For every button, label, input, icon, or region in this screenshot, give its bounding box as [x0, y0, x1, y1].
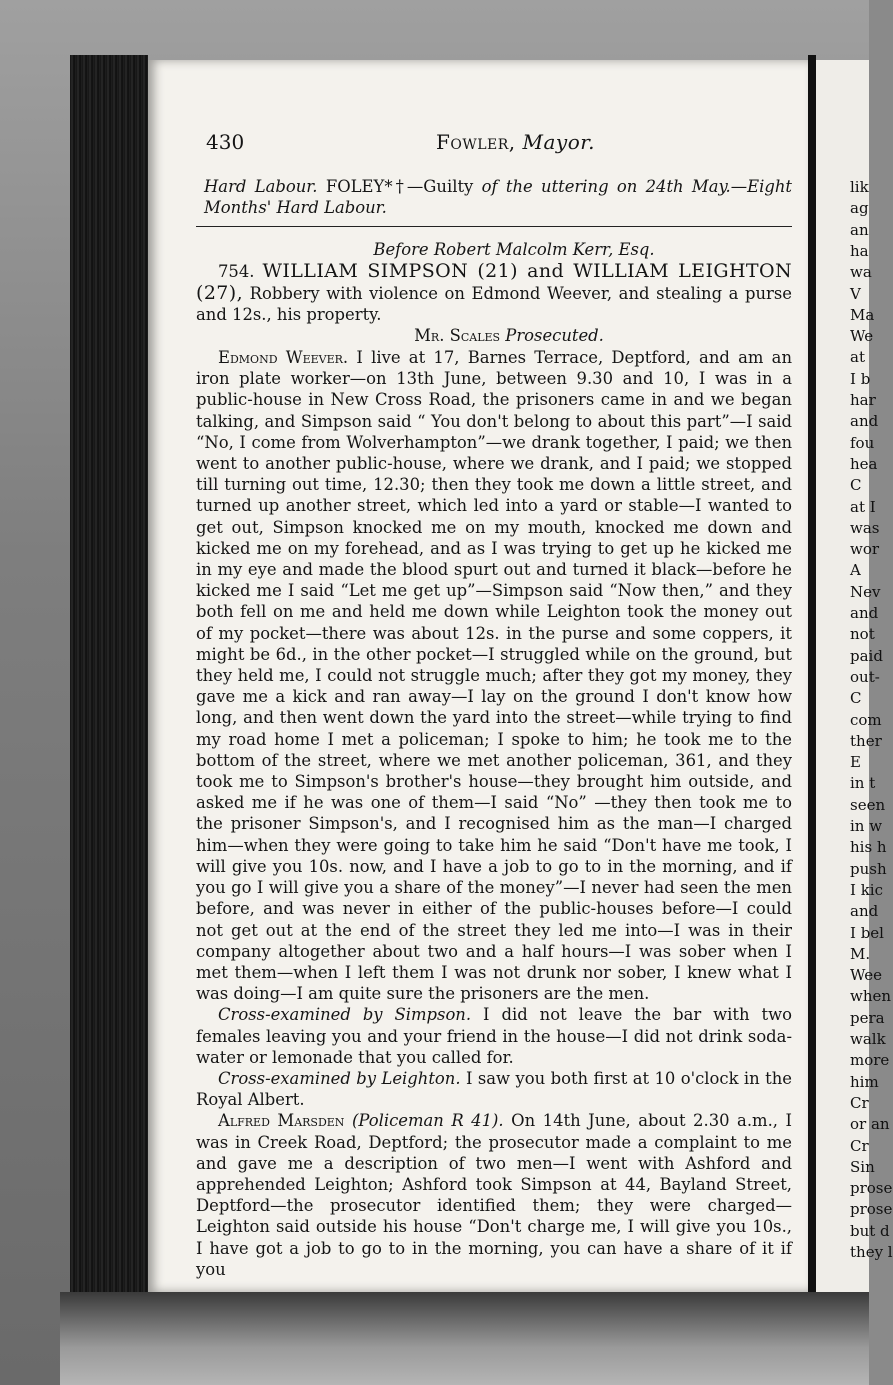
next-page-fragment: Cr — [850, 1136, 869, 1155]
next-page-fragment: Nev — [850, 582, 881, 601]
next-page-fragment: in w — [850, 817, 883, 835]
next-page-fragment: push — [850, 859, 887, 878]
running-head-name: Fowler, — [436, 130, 516, 154]
next-page-fragment: hea — [850, 454, 878, 473]
next-page-fragment: Sin — [850, 1157, 875, 1176]
next-page-fragment: out- — [850, 667, 880, 686]
next-page-fragment: but d — [850, 1221, 890, 1240]
running-head — [436, 130, 595, 154]
next-page-fragment: and — [850, 604, 879, 622]
running-head-title: Mayor. — [522, 130, 595, 154]
next-page-fragment: lik — [850, 178, 869, 196]
previous-case-part1: Hard Labour. — [204, 177, 318, 196]
next-page-fragment: M. — [850, 944, 871, 963]
next-page-fragment: Wee — [850, 966, 882, 985]
cross-exam-label: Cross-examined by Leighton. — [218, 1068, 461, 1088]
page-number: 430 — [206, 130, 245, 154]
next-page-fragment: fou — [850, 433, 875, 452]
next-page-fragment: pera — [850, 1008, 885, 1027]
next-page-fragment: We — [850, 327, 874, 346]
case-heading — [196, 261, 792, 325]
cross-examination-simpson — [196, 1004, 792, 1068]
next-page-fragment: prose — [850, 1200, 893, 1219]
next-page-fragment: C — [850, 689, 862, 708]
next-page-fragment: seen — [850, 795, 886, 814]
next-page-fragment: or an — [850, 1115, 890, 1134]
cross-exam-text: I did not leave the bar with two females leaving you and your friend in the house—I did not drink soda-water or lemonade that you called for. — [196, 1005, 792, 1067]
previous-case-name: FOLEY*†—Guilty — [325, 177, 474, 196]
next-page-fragment: I kic — [850, 880, 883, 899]
next-page-fragment: and — [850, 412, 879, 431]
witness-role: (Policeman R 41). — [351, 1111, 504, 1131]
case-charge: Robbery with violence on Edmond Weever, and stealing a purse and 12s., his property. — [196, 283, 792, 324]
next-page-fragment: I bel — [850, 923, 884, 942]
cross-exam-label: Cross-examined by Simpson. — [218, 1005, 472, 1025]
next-page-fragment: more — [850, 1051, 890, 1070]
next-page-fragment: C — [850, 476, 862, 495]
next-page-edge — [816, 60, 893, 1295]
cross-exam-text: I saw you both first at 10 o'clock in the Royal Albert. — [196, 1068, 792, 1110]
next-page-fragment: ha — [850, 241, 869, 260]
witness-testimony: I live at 17, Barnes Terrace, Deptford, and am an iron plate worker—on 13th June, between 9.30 and 10, I was in a public-house in New Cross Road, the prisoners came in and we began talking, and Simpson said “ You don't belong to about this part”—I said “No, I come from Wolverhampton”—we drank together, I paid; we then went to another public-house, where we drank, and I paid; we stopped till turning out time, 12.30; then they took me down a little street, and turned up another street, which led into a yard or stable—I wanted to get out, Simpson knocked me on my mouth, knocked me down and kicked me on my forehead, and as I was trying to get up he kicked me in my eye and made the blood spurt out and turned it black—before he kicked me I said “Let me get up”—Simpson said “Now then,” and they both fell on me and held me down while Leighton took the money out of my pocket—there was about 12s. in the purse and some coppers, it might be 6d., in the other pocket—I struggled while on the ground, but they held me, I could not struggle much; after they got my money, they gave me a kick and ran away—I lay on the ground I don't know how long, and then went down the yard into the street—while trying to find my road home I met a policeman; I spoke to him; he took me to the bottom of the street, where we met another policeman, 361, and they took me to Simpson's brother's house—they brought him outside, and asked me if he was one of them—I said “No” —they then took me to the prisoner Simpson's, and I recognised him as the man—I charged him—when they were going to take him he said “Don't have me took, I will give you 10s. now, and I have a job to go to in the morning, and if you go I will give you a share of the money”—I never had seen the men before, and was never in either of the public-houses before—I could not get out at the end of the street they led me into—I was in their company altogether about two and a half hours—I was sober when I met them—when I left them I was not drunk nor sober, I knew what I was doing—I am quite sure the prisoners are the men. — [196, 348, 792, 1004]
book-binding — [70, 55, 148, 1305]
left-page — [148, 60, 808, 1292]
next-page-fragment: A — [850, 561, 861, 580]
cross-examination-leighton — [196, 1068, 792, 1110]
next-page-fragment: and — [850, 902, 879, 921]
testimony-edmond-weever — [196, 347, 792, 1004]
next-page-fragment: wa — [850, 263, 872, 282]
case-defendants: WILLIAM SIMPSON (21) and WILLIAM LEIGHTON (27), — [196, 260, 792, 304]
page-header — [196, 130, 792, 164]
previous-case-part2: of the uttering on 24th May.—Eight Months' Hard Labour. — [204, 177, 792, 218]
next-page-fragment: not — [850, 625, 875, 644]
next-page-fragment: walk — [850, 1030, 886, 1048]
witness-testimony: On 14th June, about 2.30 a.m., I was in Creek Road, Deptford; the prosecutor made a complaint to me and gave me a description of two men—I went with Ashford and apprehended Leighton; Ashford took Simpson at 44, Bayland Street, Deptford—the prosecutor identified them; they were charged—Leighton said outside his house “Don't charge me, I will give you 10s., I have got a job to go to in the morning, you can have a share of it if you — [196, 1111, 792, 1279]
next-page-fragment: in t — [850, 774, 876, 793]
next-page-fragment: at I — [850, 497, 876, 516]
next-page-fragment: E — [850, 753, 861, 772]
page-content — [196, 130, 792, 1280]
next-page-fragment: prose — [850, 1179, 893, 1198]
next-page-fragment: when — [850, 987, 892, 1006]
next-page-fragment: at — [850, 348, 865, 367]
next-page-fragment: I b — [850, 369, 871, 388]
next-page-fragment: V — [850, 284, 861, 303]
next-page-fragment: ag — [850, 199, 869, 218]
next-page-fragment: they l — [850, 1243, 893, 1261]
next-page-fragment: Ma — [850, 305, 875, 324]
next-page-fragment: was — [850, 518, 880, 537]
prosecutor-role: Prosecuted. — [505, 326, 604, 346]
next-page-fragment: wor — [850, 540, 880, 559]
next-page-fragment: har — [850, 391, 876, 409]
scan-bottom-shadow — [60, 1292, 869, 1385]
next-page-fragment: com — [850, 710, 882, 729]
witness-name: Alfred Marsden — [218, 1111, 345, 1131]
prosecutor-line — [226, 325, 792, 347]
next-page-fragment: paid — [850, 646, 883, 665]
next-page-fragment: him — [850, 1072, 879, 1091]
next-page-fragment: Cr — [850, 1093, 869, 1112]
next-page-fragment: his h — [850, 838, 887, 857]
case-number: 754. — [218, 262, 255, 282]
testimony-alfred-marsden — [196, 1110, 792, 1280]
page-gutter-shadow — [808, 55, 816, 1300]
previous-case-ending — [204, 176, 792, 218]
prosecutor-name: Mr. Scales — [414, 326, 501, 346]
judge-line: Before Robert Malcolm Kerr, Esq. — [373, 240, 655, 260]
next-page-fragment: an — [850, 220, 869, 239]
section-divider — [196, 226, 792, 227]
witness-name: Edmond Weever. — [218, 348, 349, 368]
next-page-fragment: ther — [850, 731, 882, 750]
